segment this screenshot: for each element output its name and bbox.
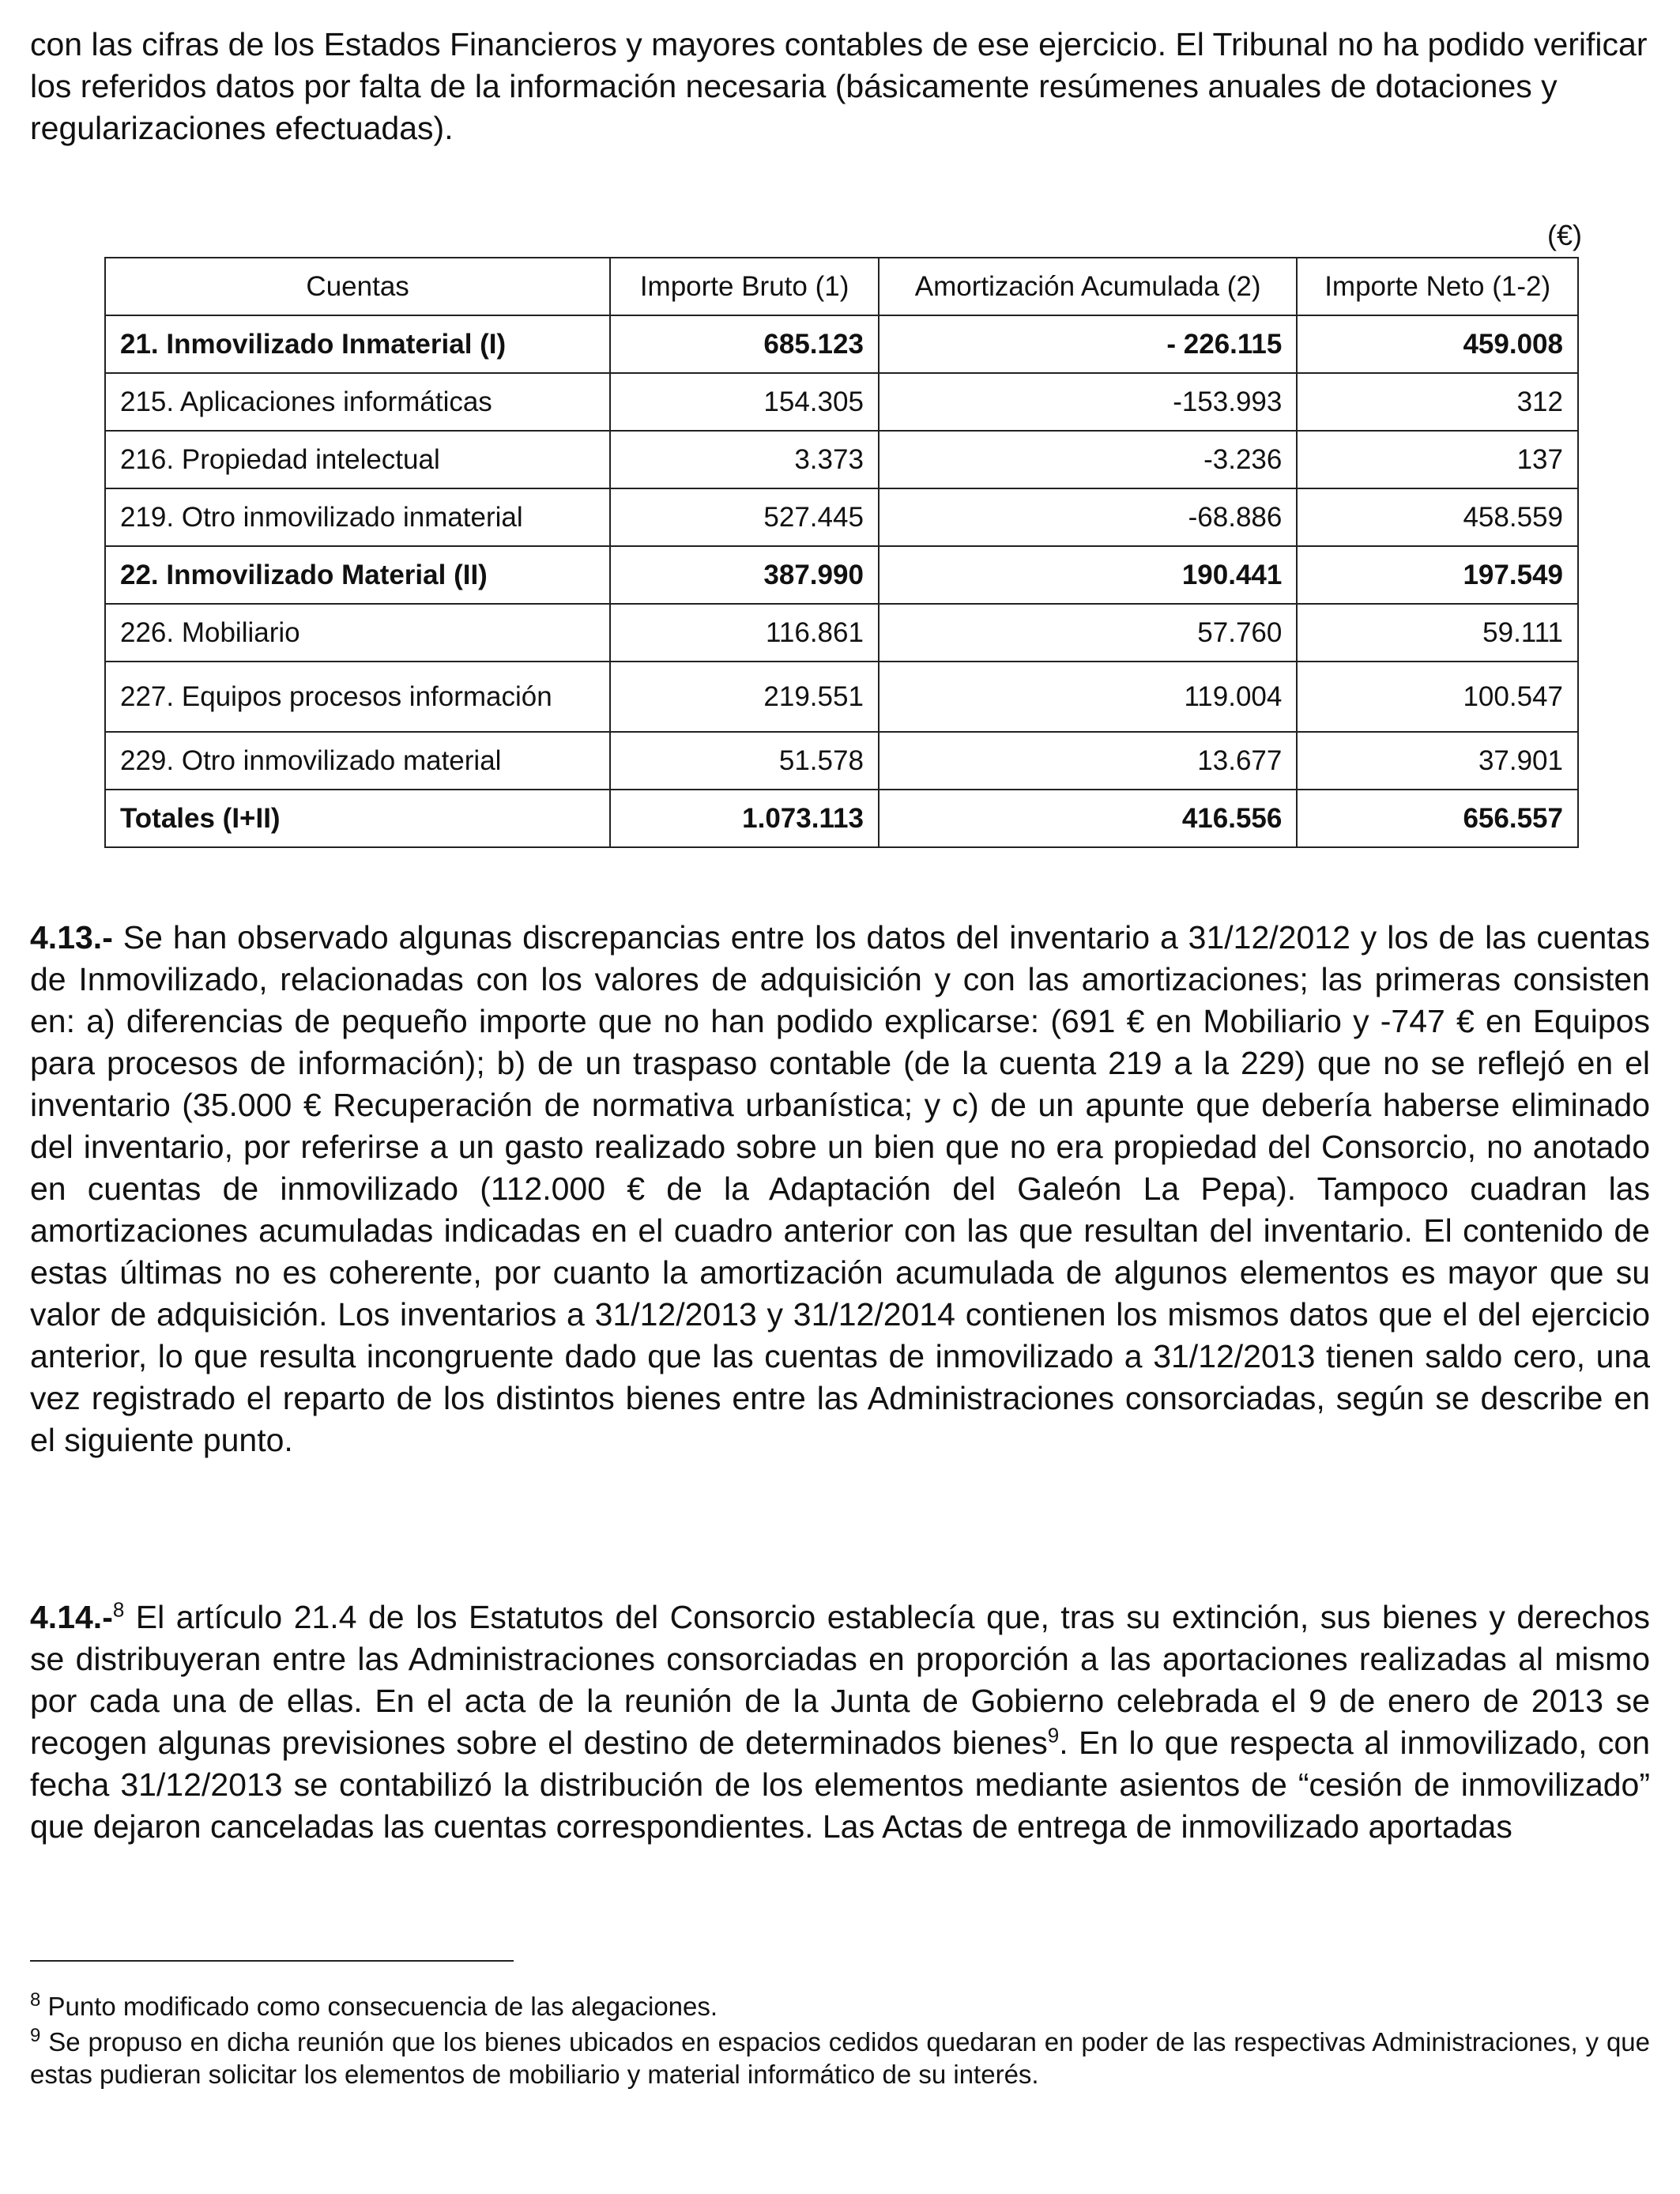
account-cell: 21. Inmovilizado Inmaterial (I) (105, 315, 610, 373)
footnote-ref: 9 (1047, 1723, 1060, 1747)
account-cell: 227. Equipos procesos información (105, 662, 610, 732)
footnote (30, 1990, 1650, 2022)
net-cell: 100.547 (1297, 662, 1578, 732)
amortization-cell: 190.441 (879, 546, 1297, 604)
section-4-14-paragraph (30, 1596, 1650, 1848)
net-cell: 656.557 (1297, 790, 1578, 847)
footnotes (30, 1990, 1650, 2094)
footnote-text: Se propuso en dicha reunión que los bienes ubicados en espacios cedidos quedaran en poder de las respectivas Administraciones, y que estas pudieran solicitar los elementos de mobiliario y material informático de su interés. (30, 2027, 1650, 2089)
net-cell: 59.111 (1297, 604, 1578, 662)
amortization-cell: 119.004 (879, 662, 1297, 732)
amortization-cell: -153.993 (879, 373, 1297, 431)
table-row (105, 732, 1578, 790)
gross-cell: 51.578 (610, 732, 879, 790)
column-header: Importe Bruto (1) (610, 258, 879, 315)
intro-paragraph: con las cifras de los Estados Financieros y mayores contables de ese ejercicio. El Tribunal no ha podido verificar los referidos datos por falta de la información necesaria (básicamente resúmenes anuales de dotaciones y regularizaciones efectuadas). (30, 26, 1648, 146)
gross-cell: 387.990 (610, 546, 879, 604)
gross-cell: 3.373 (610, 431, 879, 488)
table-unit-label: (€) (1547, 219, 1582, 251)
table-row (105, 662, 1578, 732)
table-row (105, 604, 1578, 662)
amortization-cell: -68.886 (879, 488, 1297, 546)
fixed-assets-table (104, 257, 1579, 848)
table-row (105, 373, 1578, 431)
net-cell: 137 (1297, 431, 1578, 488)
gross-cell: 154.305 (610, 373, 879, 431)
table-row (105, 315, 1578, 373)
gross-cell: 685.123 (610, 315, 879, 373)
footnote-number: 8 (30, 1989, 41, 2011)
gross-cell: 116.861 (610, 604, 879, 662)
account-cell: 216. Propiedad intelectual (105, 431, 610, 488)
amortization-cell: 416.556 (879, 790, 1297, 847)
table-header-row (105, 258, 1578, 315)
footnote (30, 2026, 1650, 2090)
section-4-13 (30, 917, 1650, 1461)
net-cell: 312 (1297, 373, 1578, 431)
column-header: Cuentas (105, 258, 610, 315)
section-text: Se han observado algunas discrepancias entre los datos del inventario a 31/12/2012 y los de las cuentas de Inmovilizado, relacionadas con los valores de adquisición y con las amortizaciones; las primeras consisten en: a) diferencias de pequeño importe que no han podido explicarse: (691 € en Mobiliario y -747 € en Equipos para procesos de información); b) de un traspaso contable (de la cuenta 219 a la 229) que no se reflejó en el inventario (35.000 € Recuperación de normativa urbanística; y c) de un apunte que debería haberse eliminado del inventario, por referirse a un gasto realizado sobre un bien que no era propiedad del Consorcio, no anotado en cuentas de inmovilizado (112.000 € de la Adaptación del Galeón La Pepa). Tampoco cuadran las amortizaciones acumuladas indicadas en el cuadro anterior con las que resultan del inventario. El contenido de estas últimas no es coherente, por cuanto la amortización acumulada de algunos elementos es mayor que su valor de adquisición. Los inventarios a 31/12/2013 y 31/12/2014 contienen los mismos datos que el del ejercicio anterior, lo que resulta incongruente dado que las cuentas de inmovilizado a 31/12/2013 tienen saldo cero, una vez registrado el reparto de los distintos bienes entre las Administraciones consorciadas, según se describe en el siguiente punto. (30, 919, 1650, 1458)
section-text: . En lo que respecta al inmovilizado, con fecha 31/12/2013 se contabilizó la distribución de los elementos mediante asientos de “cesión de inmovilizado” que dejaron canceladas las cuentas correspondientes. Las Actas de entrega de inmovilizado aportadas (30, 1725, 1651, 1845)
account-cell: 215. Aplicaciones informáticas (105, 373, 610, 431)
account-cell: 226. Mobiliario (105, 604, 610, 662)
column-header: Importe Neto (1-2) (1297, 258, 1578, 315)
table-row (105, 790, 1578, 847)
net-cell: 197.549 (1297, 546, 1578, 604)
footnote-separator (30, 1960, 514, 1962)
section-number: 4.14.- (30, 1599, 113, 1635)
column-header: Amortización Acumulada (2) (879, 258, 1297, 315)
document-page (30, 24, 1651, 2089)
footnote-text: Punto modificado como consecuencia de las alegaciones. (40, 1992, 718, 2021)
net-cell: 459.008 (1297, 315, 1578, 373)
amortization-cell: -3.236 (879, 431, 1297, 488)
amortization-cell: - 226.115 (879, 315, 1297, 373)
account-cell: 229. Otro inmovilizado material (105, 732, 610, 790)
footnote-number: 9 (30, 2025, 41, 2046)
table-row (105, 546, 1578, 604)
amortization-cell: 13.677 (879, 732, 1297, 790)
section-text: El artículo 21.4 de los Estatutos del Consorcio establecía que, tras su extinción, sus bienes y derechos se distribuyeran entre las Administraciones consorciadas en proporción a las aportaciones realizadas al mismo por cada una de ellas. En el acta de la reunión de la Junta de Gobierno celebrada el 9 de enero de 2013 se recogen algunas previsiones sobre el destino de determinados bienes (30, 1599, 1650, 1761)
section-4-13-paragraph (30, 917, 1650, 1461)
section-4-14 (30, 1596, 1650, 1848)
section-number: 4.13.- (30, 919, 113, 956)
gross-cell: 527.445 (610, 488, 879, 546)
net-cell: 458.559 (1297, 488, 1578, 546)
gross-cell: 219.551 (610, 662, 879, 732)
gross-cell: 1.073.113 (610, 790, 879, 847)
account-cell: 219. Otro inmovilizado inmaterial (105, 488, 610, 546)
amortization-cell: 57.760 (879, 604, 1297, 662)
table-row (105, 431, 1578, 488)
account-cell: 22. Inmovilizado Material (II) (105, 546, 610, 604)
footnote-ref: 8 (112, 1597, 125, 1622)
table-row (105, 488, 1578, 546)
net-cell: 37.901 (1297, 732, 1578, 790)
account-cell: Totales (I+II) (105, 790, 610, 847)
